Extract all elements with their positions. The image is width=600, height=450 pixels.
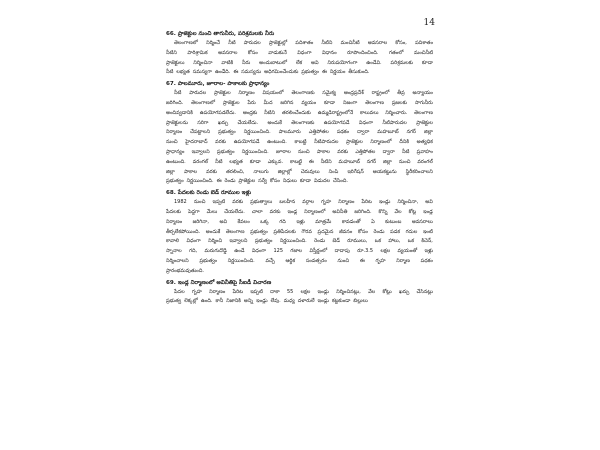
paragraph-line: అందివ్వడానికి ఉపయోగపడలేదు. ఆంధ్రకు నీటిని తరలించేందుకు ఉమ్మడిరాష్ట్రంలోనే కాలువలు నిర్మించారు. తెలంగాణ bbox=[166, 109, 433, 116]
document-section bbox=[166, 30, 433, 78]
document-section bbox=[166, 189, 433, 276]
paragraph-line: నీటిని పారిశ్రామిక అవసరాల కోసం వాడుకునే విధంగా విధానం రూపొందించింది. గతంలో మంచినీటి bbox=[166, 49, 433, 56]
paragraph-line: ప్రారంభమవుతుంది. bbox=[166, 267, 204, 274]
paragraph-line: నిర్మించాలని ప్రభుత్వం నిర్ణయించింది. వచ్చే ఆర్థిక సంవత్సరం నుంచి ఈ గృహ నిర్మాణ పథకం bbox=[166, 257, 433, 264]
paragraph-line: ప్రాధాన్యం ఇవ్వాలని ప్రభుత్వం నిర్ణయించింది. జూరాల నుంచి పాకాల వరకు ఎత్తిపోతల ద్వారా నీటి ప్రవాహం bbox=[166, 148, 433, 155]
section-paragraph bbox=[166, 198, 433, 276]
paragraph-line: స్నానాల గది, మరుగుదొడ్డి ఉండే విధంగా 125 గజాల విస్తీర్ణంలో దాదాపు రూ.3.5 లక్షల వ్యయంతో ఇళ్లు bbox=[166, 248, 433, 255]
paragraph-line: నీటి పారుదల ప్రాజెక్టుల నిర్మాణం విషయంలో తెలంగాణకు సమైక్య ఆంధ్రప్రదేశ్ రాష్ట్రంలో తీవ్ర అన్యాయం bbox=[174, 90, 433, 97]
section-heading: 67. పాలమూరు, జూరాల- పాకాలకు ప్రాధాన్యం bbox=[166, 81, 270, 88]
section-paragraph bbox=[166, 89, 433, 187]
paragraph-line: ఉంటుంది. వరంగల్ నీటి లభ్యత కూడా ఎక్కువ. కాబట్టి ఈ నీటిని మహబూబ్ నగర్ జిల్లా నుంచి వరంగల్ bbox=[166, 158, 433, 165]
paragraph-line: ప్రాజెక్టులను సరిగా ఖర్చు చేయలేదు. అందుకే తెలంగాణకు ఉపయోగపడే విధంగా నీటిపారుదల ప్రాజెక్టుల bbox=[166, 119, 433, 126]
section-paragraph bbox=[166, 288, 433, 308]
paragraph-line: తెలంగాణలో నిర్మించే నీటి పారుదల ప్రాజెక్టుల్లో పదిశాతం నీటిని మంచినీటి అవసరాల కోసం, పదిశాతం bbox=[174, 40, 433, 46]
paragraph-line: నుంచి హైదరాబాద్ వరకు ఉపయోగపడే ఉంటుంది. కాబట్టి నీటిపారుదల ప్రాజెక్టుల నిర్మాణంలో దీనికి అత్యధిక bbox=[166, 139, 433, 146]
page-number: 14 bbox=[423, 18, 435, 28]
paragraph-line: ప్రాజెక్టులు నిర్మించినా వాటికి నీరు అందుబాటులో లేక అవి నిరుపయోగంగా ఉండేవి. పరిశ్రమలకు కూడా bbox=[166, 59, 433, 66]
paragraph-line: జరిగింది. తెలంగాణలో ప్రాజెక్టుల పేరు మీద జరిగిన వ్యయం కూడా నిజంగా తెలంగాణ ప్రజలకు సాగునీరు bbox=[166, 99, 433, 106]
section-paragraph bbox=[166, 39, 433, 78]
paragraph-line: పేదలకు పెద్దగా మేలు చేయలేదు. చాలా వరకు ఇండ్ల నిర్మాణంలో అవినీతి జరిగింది. కొన్ని వేల కోట్ల ఇండ్ల bbox=[166, 208, 433, 215]
paragraph-line: తీర్చలేకపోయింది. అందుకే తెలంగాణ ప్రభుత్వం ప్రతిపేదలకు గౌరవ ప్రదమైన జీవనం కోసం రెండు పడక గదుల ఇంటి bbox=[166, 228, 433, 235]
paragraph-line: ప్రభుత్వం నిర్ణయించింది. ఈ రెండు ప్రాజెక్టుల సర్వే కోసం నిధులు కూడా విడుదల చేసింది. bbox=[166, 178, 348, 185]
document-section bbox=[166, 279, 433, 308]
section-heading: 66. ప్రాజెక్టుల నుంచి తాగునీరు, పరిశ్రమలకు నీరు bbox=[166, 31, 275, 37]
document-body bbox=[166, 28, 433, 446]
paragraph-line: పేదల గృహ నిర్మాణం పేరిట ఇప్పటి దాకా 55 లక్షల ఇండ్లు నిర్మించినట్లు, వేల కోట్లు ఖర్చు చేసినట్లు bbox=[174, 288, 433, 295]
paragraph-line: జిల్లా పాకాల వరకు తరలించి, నాలుగు జిల్లాల్లో చెరువులు నింపి ఇరిగేషన్ ఆయకట్టును స్థిరీకరించాలని bbox=[166, 168, 433, 175]
section-heading: 68. పేదలకు రెండు బెడ్ రూముల ఇళ్లు bbox=[166, 190, 252, 197]
paragraph-line: ప్రభుత్వ లెక్కల్లో ఉంది. కానీ నిజానికి అన్ని ఇండ్లు లేవు. మధ్య దళారులే ఇండ్లు కట్టకుండా బిల్లులు bbox=[166, 298, 368, 305]
paragraph-line: కావాలి విధంగా నిర్మించి ఇవ్వాలని ప్రభుత్వం నిర్ణయించింది. రెండు బెడ్ రూములు, ఒక హాలు, ఒక కిచెన్, bbox=[166, 238, 433, 245]
section-heading: 69. ఇండ్ల నిర్మాణంలో అవినీతిపై సీఐడీ విచారణ bbox=[166, 279, 272, 286]
paragraph-line: 1982 నుంచి ఇప్పటి వరకు ప్రభుత్వాలు బలహీన వర్గాల గృహ నిర్మాణం పేరిట ఇండ్లు నిర్మించినా, అవి bbox=[174, 199, 433, 206]
paragraph-line: నిర్మాణం చేపట్టాలని ప్రభుత్వం నిర్ణయించింది. పాలమూరు ఎత్తిపోతల పథకం ద్వారా మహబూబ్ నగర్ జిల్లా bbox=[166, 129, 433, 136]
paragraph-line: నీటి లభ్యత సమస్యగా ఉండేది. ఈ సమస్యను అధిగమించేందుకు ప్రభుత్వం ఈ నిర్ణయం తీసుకుంది. bbox=[166, 69, 370, 76]
paragraph-line: నిర్మాణం జరిగినా, అవి కేవలం ఒక్క గది ఇళ్లు మాత్రమే కావడంతో ఏ కుటుంబ అవసరాలు bbox=[166, 218, 433, 225]
document-section bbox=[166, 80, 433, 187]
